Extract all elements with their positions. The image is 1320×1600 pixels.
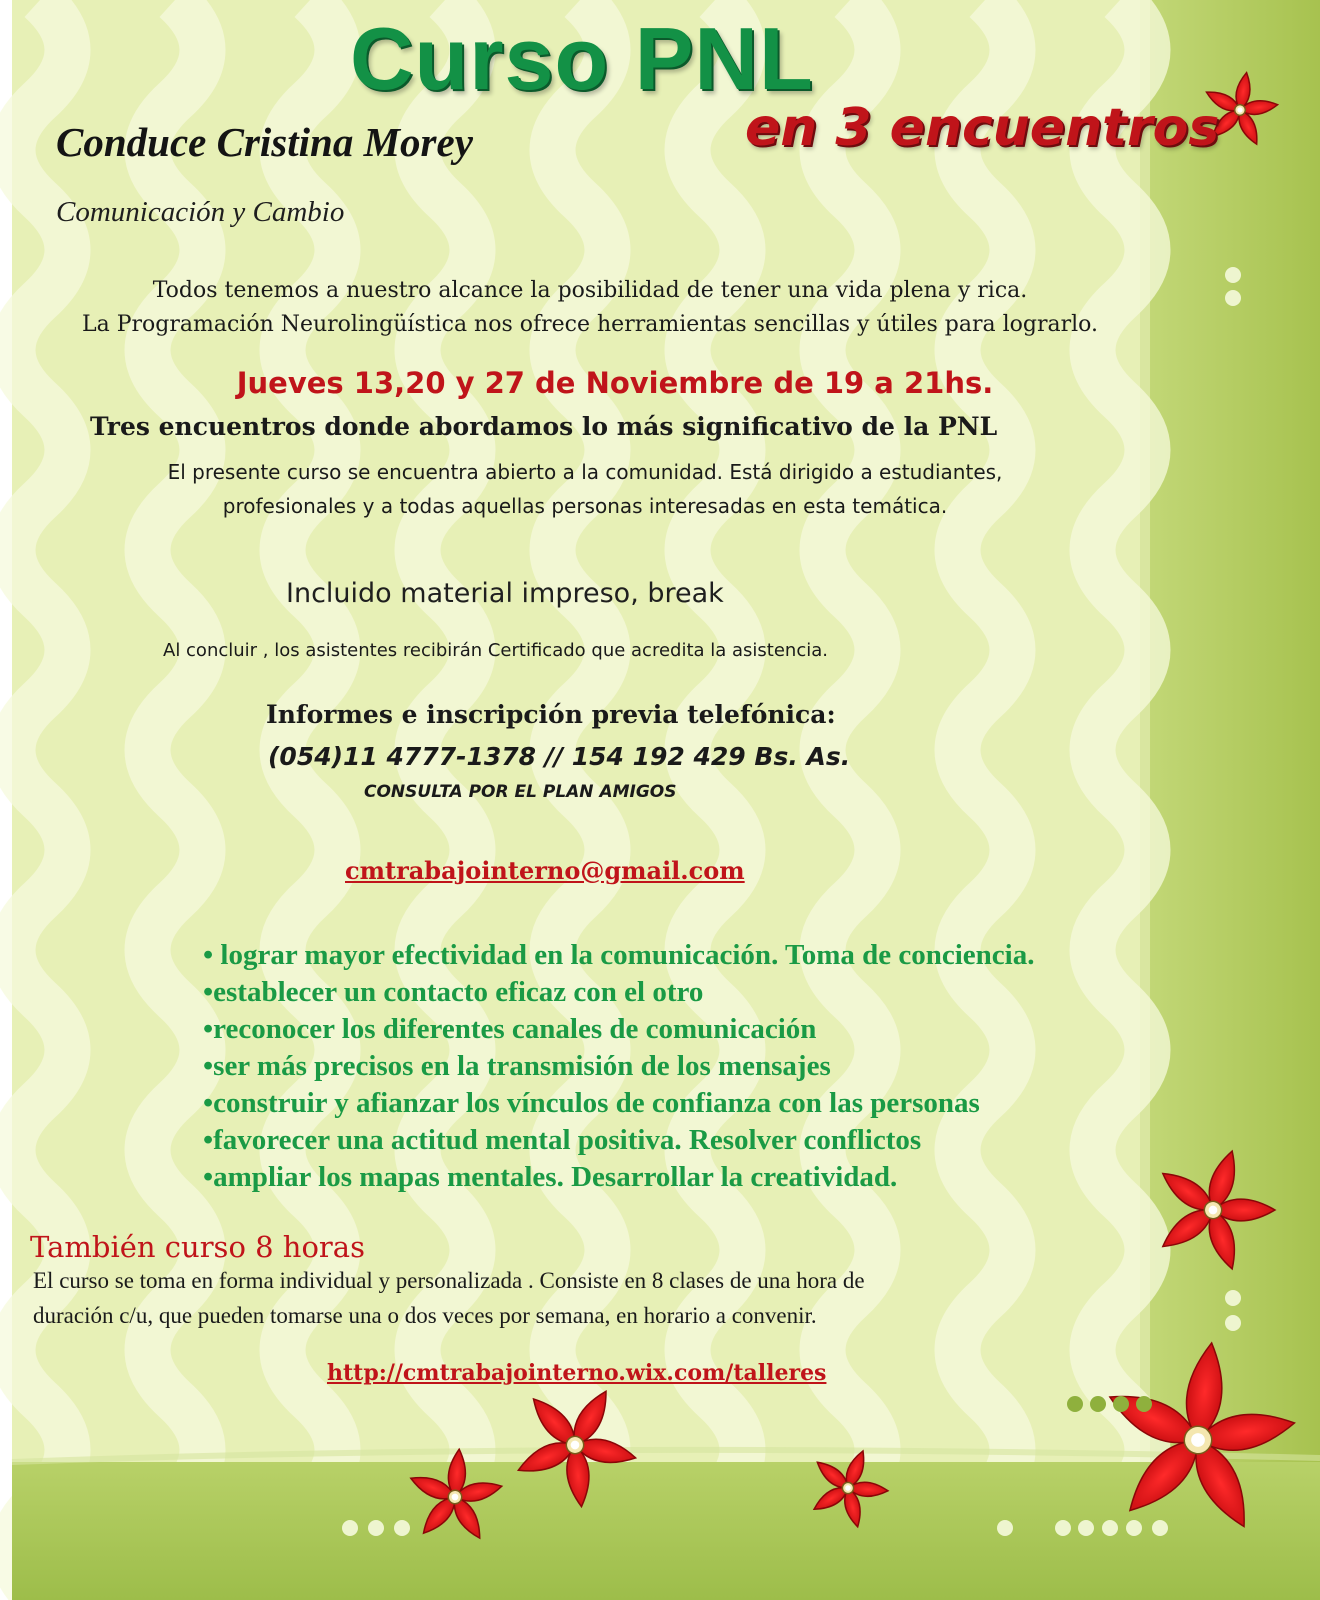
- benefit-item: • lograr mayor efectividad en la comunicación. Toma de conciencia.: [203, 939, 1035, 971]
- eight-hour-course-line-2: duración c/u, que pueden tomarse una o dos veces por semana, en horario a convenir.: [33, 1303, 817, 1328]
- benefit-item: •construir y afianzar los vínculos de confianza con las personas: [203, 1087, 980, 1119]
- decorative-dot-icon: [1152, 1520, 1168, 1536]
- certificate-note: Al concluir , los asistentes recibirán Certificado que acredita la asistencia.: [163, 640, 828, 661]
- decorative-dot-icon: [368, 1520, 384, 1536]
- decorative-dot-icon: [1067, 1396, 1083, 1412]
- benefit-item: •reconocer los diferentes canales de comunicación: [203, 1013, 817, 1045]
- eight-hour-course-title: También curso 8 horas: [30, 1230, 365, 1264]
- benefit-item: •establecer un contacto eficaz con el otro: [203, 976, 704, 1008]
- decorative-dot-icon: [1090, 1396, 1106, 1412]
- decorative-dot-icon: [1225, 1290, 1241, 1306]
- eight-hour-course-line-1: El curso se toma en forma individual y personalizada . Consiste en 8 clases de una hora de: [33, 1268, 865, 1293]
- decorative-dot-icon: [1225, 1315, 1241, 1331]
- material-included: Incluido material impreso, break: [286, 578, 724, 609]
- intro-line-2: La Programación Neurolingüística nos ofrece herramientas sencillas y útiles para lograrlo.: [81, 312, 1099, 337]
- info-title: Informes e inscripción previa telefónica:: [266, 700, 836, 729]
- decorative-dot-icon: [1113, 1396, 1129, 1412]
- website-link[interactable]: http://cmtrabajointerno.wix.com/talleres: [327, 1360, 827, 1386]
- decorative-dot-icon: [1136, 1396, 1152, 1412]
- decorative-dot-icon: [394, 1520, 410, 1536]
- decorative-dot-icon: [1102, 1520, 1118, 1536]
- course-subtitle: en 3 encuentros: [745, 98, 1220, 158]
- benefit-item: •ser más precisos en la transmisión de los mensajes: [203, 1050, 831, 1082]
- decorative-dot-icon: [1225, 290, 1241, 306]
- decorative-dot-icon: [1126, 1520, 1142, 1536]
- benefit-item: •favorecer una actitud mental positiva. Resolver conflictos: [203, 1124, 922, 1156]
- decorative-dot-icon: [997, 1520, 1013, 1536]
- plan-amigos-note: CONSULTA POR EL PLAN AMIGOS: [364, 782, 677, 802]
- intro-line-1: Todos tenemos a nuestro alcance la posibilidad de tener una vida plena y rica.: [152, 278, 1028, 303]
- decorative-dot-icon: [1225, 267, 1241, 283]
- course-title: Curso PNL: [350, 9, 814, 108]
- course-tagline: Comunicación y Cambio: [56, 196, 345, 228]
- benefit-item: •ampliar los mapas mentales. Desarrollar la creatividad.: [203, 1161, 898, 1193]
- email-link[interactable]: cmtrabajointerno@gmail.com: [345, 856, 745, 885]
- benefits-list: [203, 937, 1034, 1196]
- decorative-dot-icon: [342, 1520, 358, 1536]
- audience-line-2: profesionales y a todas aquellas personas interesadas en esta temática.: [222, 494, 948, 518]
- schedule-line: Jueves 13,20 y 27 de Noviembre de 19 a 21hs.: [236, 366, 994, 400]
- three-meetings-line: Tres encuentros donde abordamos lo más significativo de la PNL: [90, 412, 998, 441]
- course-leader: Conduce Cristina Morey: [56, 119, 473, 165]
- decorative-dot-icon: [1078, 1520, 1094, 1536]
- decorative-dot-icon: [1055, 1520, 1071, 1536]
- phone-numbers: (054)11 4777-1378 // 154 192 429 Bs. As.: [268, 742, 851, 771]
- audience-line-1: El presente curso se encuentra abierto a la comunidad. Está dirigido a estudiantes,: [167, 460, 1003, 484]
